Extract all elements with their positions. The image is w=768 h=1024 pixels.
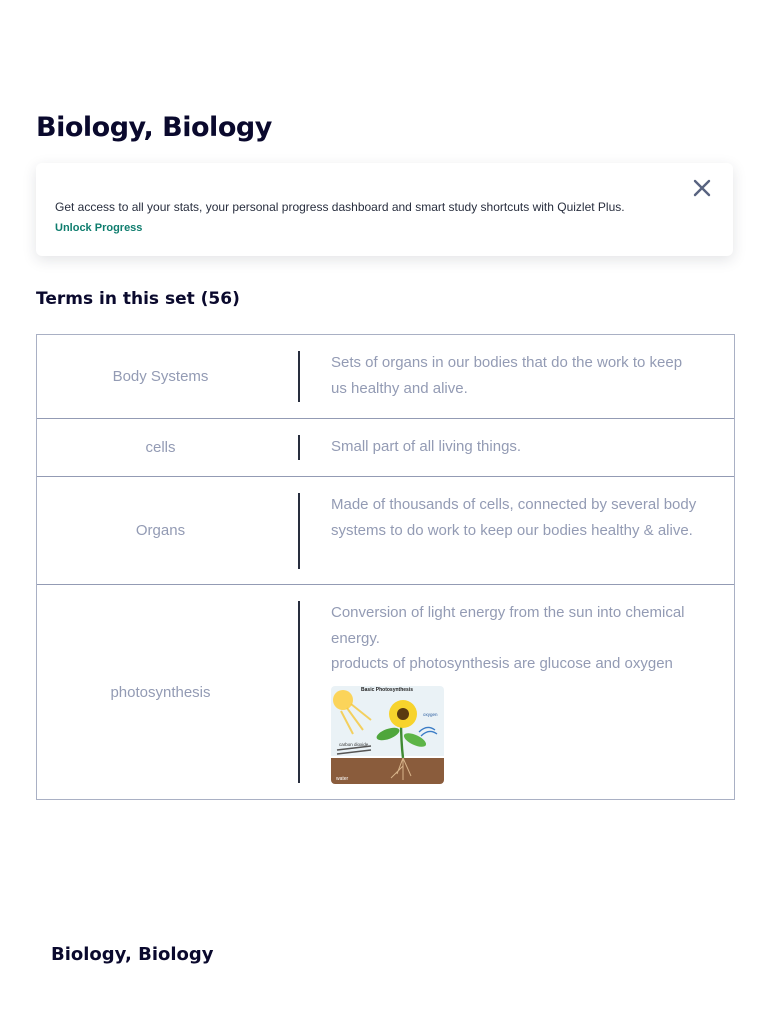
term-text: photosynthesis xyxy=(110,683,211,701)
term-row xyxy=(37,335,734,419)
definition xyxy=(331,434,701,460)
term-row xyxy=(37,477,734,585)
term-text: cells xyxy=(145,439,176,456)
row-divider xyxy=(298,601,300,783)
banner-message: Get access to all your stats, your personal progress dashboard and smart study shortcuts with Quizlet Plus. xyxy=(55,200,625,214)
image-label-carbon-dioxide: carbon dioxide xyxy=(339,741,369,747)
term-text: Organs xyxy=(135,522,186,539)
definition-text: Small part of all living things. xyxy=(331,438,522,455)
definition xyxy=(331,492,701,543)
image-label-oxygen: oxygen xyxy=(423,711,438,717)
close-icon xyxy=(691,177,713,199)
term-text: Body Systems xyxy=(112,368,209,385)
footer-title: Biology, Biology xyxy=(51,944,214,965)
definition-text: Made of thousands of cells, connected by several body systems to do work to keep our bodies healthy & alive. xyxy=(331,496,697,539)
row-divider xyxy=(298,351,300,402)
definition-text: Sets of organs in our bodies that do the work to keep us healthy and alive. xyxy=(331,354,683,397)
photosynthesis-image[interactable] xyxy=(331,686,444,784)
terms-list xyxy=(36,334,735,800)
definition-text: Conversion of light energy from the sun into chemical energy. xyxy=(331,604,685,647)
row-divider xyxy=(298,435,300,460)
definition xyxy=(331,350,701,401)
row-divider xyxy=(298,493,300,569)
close-banner-button[interactable] xyxy=(691,177,713,199)
terms-section-title: Terms in this set (56) xyxy=(36,289,240,309)
definition xyxy=(331,600,701,784)
page-title: Biology, Biology xyxy=(36,112,272,143)
upgrade-banner xyxy=(36,163,733,256)
definition-text: products of photosynthesis are glucose and oxygen xyxy=(331,655,673,672)
image-title: Basic Photosynthesis xyxy=(361,686,413,693)
unlock-progress-link[interactable]: Unlock Progress xyxy=(55,222,143,234)
image-label-water: water xyxy=(336,775,349,782)
term-row xyxy=(37,419,734,477)
term-row xyxy=(37,585,734,800)
